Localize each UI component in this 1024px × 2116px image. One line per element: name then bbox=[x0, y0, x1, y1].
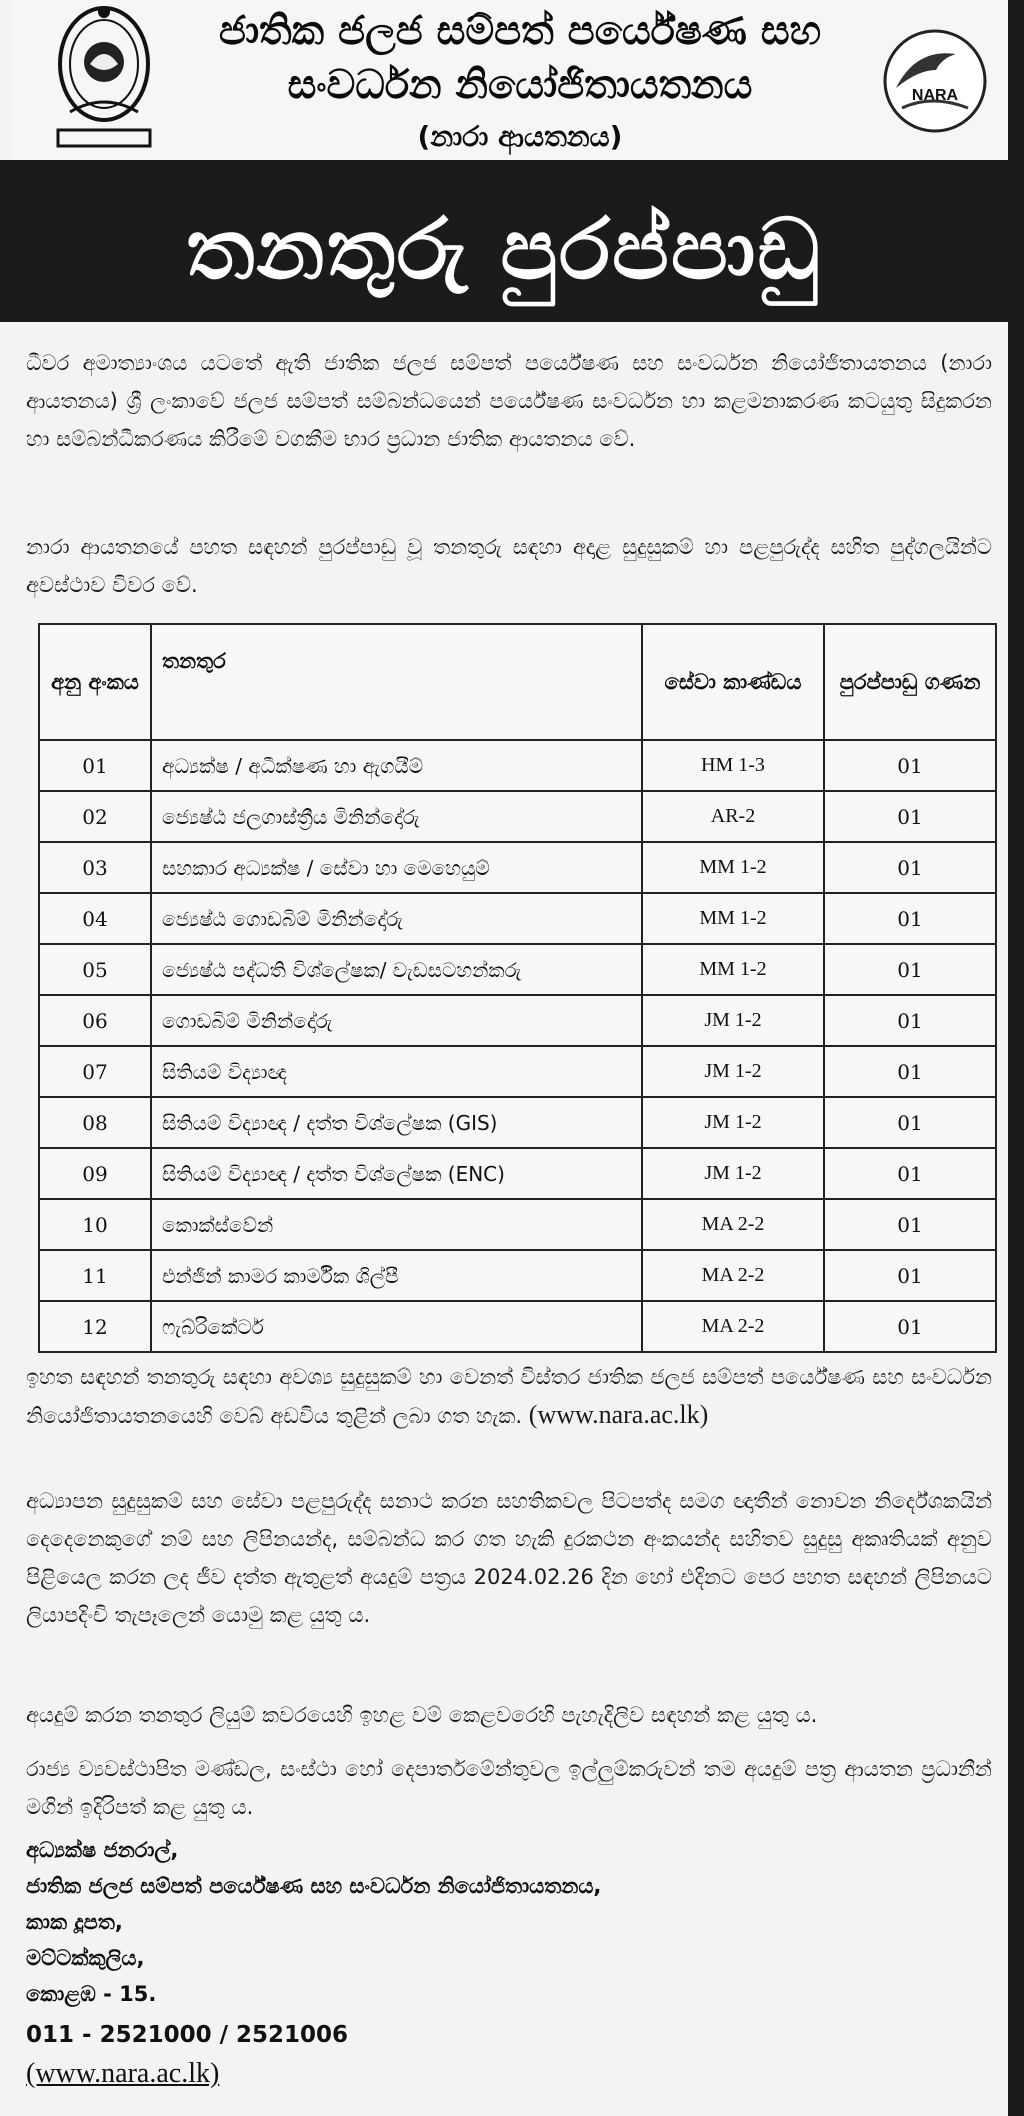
details-website-link[interactable]: (www.nara.ac.lk) bbox=[528, 1400, 709, 1429]
table-row bbox=[39, 1199, 996, 1250]
table-row bbox=[39, 995, 996, 1046]
table-row bbox=[39, 1148, 996, 1199]
row-serial-no: 08 bbox=[39, 1097, 151, 1148]
government-applicants-paragraph: රාජ්‍ය ව්‍යවස්ථාපිත මණ්ඩල, සංස්ථා හෝ දෙපාර්තමේන්තුවල ඉල්ලුම්කරුවන් තම අයදුම් පත්‍ර ආයතන ප්‍රධානීන් මගින් ඉදිරිපත් කළ යුතු ය. bbox=[26, 1757, 992, 1819]
header bbox=[10, 0, 1008, 160]
row-position: සහකාර අධ්‍යක්ෂ / සේවා හා මෙහෙයුම් bbox=[151, 842, 642, 893]
intro-paragraph: ධීවර අමාත්‍යාංශය යටතේ ඇති ජාතික ජලජ සම්පත් පර්යේෂණ සහ සංවර්ධන නියෝජිතායතනය (නාරා ආයතනය) ශ්‍රී ලංකාවේ ජලජ සම්පත් සම්බන්ධයෙන් පර්යේෂණ සංවර්ධන හා කළමනාකරණ කටයුතු සිදුකරන හා සම්බන්ධීකරණය කිරීමේ වගකීම භාර ප්‍රධාන ජාතික ආයතනය වේ. bbox=[26, 351, 992, 451]
table-row bbox=[39, 740, 996, 791]
row-service-category: JM 1-2 bbox=[642, 1097, 824, 1148]
header-position: තනතුර bbox=[151, 624, 642, 740]
table-row bbox=[39, 1046, 996, 1097]
table-row bbox=[39, 1097, 996, 1148]
row-vacancy-count: 01 bbox=[824, 842, 996, 893]
address-line-2: ජාතික ජලජ සම්පත් පර්යේෂණ සහ සංවර්ධන නියෝජිතායතනය, bbox=[26, 1874, 602, 1898]
table-row bbox=[39, 1301, 996, 1352]
row-vacancy-count: 01 bbox=[824, 1097, 996, 1148]
row-position: ගොඩබිම් මිනින්දෝරු bbox=[151, 995, 642, 1046]
row-position: සිතියම් විද්‍යාඥ / දත්ත විශ්ලේෂක (ENC) bbox=[151, 1148, 642, 1199]
details-text: ඉහත සඳහන් තනතුරු සඳහා අවශ්‍ය සුදුසුකම් හා වෙනත් විස්තර ජාතික ජලජ සම්පත් පර්යේෂණ සහ සංවර්ධන නියෝජිතායතනයෙහි වෙබ් අඩවිය තුළින් ලබා ගත හැක. bbox=[26, 1365, 992, 1428]
row-service-category: JM 1-2 bbox=[642, 1046, 824, 1097]
page-edge bbox=[1008, 0, 1024, 2116]
row-serial-no: 06 bbox=[39, 995, 151, 1046]
row-position: ෆැබ්රිකේටර් bbox=[151, 1301, 642, 1352]
row-vacancy-count: 01 bbox=[824, 1148, 996, 1199]
address-line-3: කාක දූපත, bbox=[26, 1910, 123, 1934]
row-position: එන්ජින් කාමර කාර්මික ශිල්පී bbox=[151, 1250, 642, 1301]
row-service-category: MA 2-2 bbox=[642, 1250, 824, 1301]
row-serial-no: 02 bbox=[39, 791, 151, 842]
row-service-category: JM 1-2 bbox=[642, 1148, 824, 1199]
institution-name-line2: සංවර්ධන නියෝජිතායතනය bbox=[287, 62, 753, 108]
row-position: කොක්ස්වේන් bbox=[151, 1199, 642, 1250]
row-position: ජ්‍යෙෂ්ඨ ජලගාස්ත්‍රීය මිනින්දෝරු bbox=[151, 791, 642, 842]
header-service-category: සේවා කාණ්ඩය bbox=[642, 624, 824, 740]
address-line-1: අධ්‍යක්ෂ ජනරාල්, bbox=[26, 1838, 179, 1862]
institution-name-line1: ජාතික ජලජ සම්පත් පර්යේෂණ සහ bbox=[218, 8, 822, 54]
row-position: ජ්‍යෙෂ්ඨ ගොඩබිම් මිනින්දෝරු bbox=[151, 893, 642, 944]
institution-short-name: (නාරා ආයතනය) bbox=[417, 120, 623, 153]
header-vacancy-count: පුරප්පාඩු ගණන bbox=[824, 624, 996, 740]
row-position: සිතියම් විද්‍යාඥ bbox=[151, 1046, 642, 1097]
row-position: ජ්‍යෙෂ්ඨ පද්ධති විශ්ලේෂක/ වැඩසටහන්කරු bbox=[151, 944, 642, 995]
details-paragraph bbox=[26, 1358, 992, 1435]
nara-logo-icon bbox=[882, 28, 988, 134]
table-row bbox=[39, 893, 996, 944]
row-service-category: MA 2-2 bbox=[642, 1301, 824, 1352]
row-serial-no: 05 bbox=[39, 944, 151, 995]
advert-title: තනතුරු පුරප්පාඩු bbox=[186, 200, 822, 298]
table-row bbox=[39, 1250, 996, 1301]
row-vacancy-count: 01 bbox=[824, 995, 996, 1046]
address-line-4: මට්ටක්කුලිය, bbox=[26, 1946, 145, 1970]
row-vacancy-count: 01 bbox=[824, 1046, 996, 1097]
row-service-category: MM 1-2 bbox=[642, 893, 824, 944]
postal-address bbox=[26, 1832, 986, 2012]
row-vacancy-count: 01 bbox=[824, 791, 996, 842]
contact-phone: 011 - 2521000 / 2521006 bbox=[26, 2022, 349, 2048]
row-vacancy-count: 01 bbox=[824, 1250, 996, 1301]
website-link[interactable]: (www.nara.ac.lk) bbox=[26, 2058, 220, 2089]
row-vacancy-count: 01 bbox=[824, 893, 996, 944]
row-position: සිතියම් විද්‍යාඥ / දත්ත විශ්ලේෂක (GIS) bbox=[151, 1097, 642, 1148]
row-service-category: AR-2 bbox=[642, 791, 824, 842]
table-row bbox=[39, 791, 996, 842]
row-service-category: JM 1-2 bbox=[642, 995, 824, 1046]
row-service-category: MM 1-2 bbox=[642, 944, 824, 995]
row-service-category: MA 2-2 bbox=[642, 1199, 824, 1250]
row-vacancy-count: 01 bbox=[824, 944, 996, 995]
application-instructions-paragraph: අධ්‍යාපන සුදුසුකම් සහ සේවා පළපුරුද්ද සනාථ කරන සහතිකවල පිටපත්ද සමග ඥාතීන් නොවන නිර්දේශකයින් දෙදෙනෙකුගේ නම් සහ ලිපිනයන්ද, සම්බන්ධ කර ගත හැකි දුරකථන අංකයන්ද සහිතව සුදුසු අකෘතියක් අනුව පිළියෙල කරන ලද ජීව දත්ත ඇතුළත් අයදුම් පත්‍රය 2024.02.26 දින හෝ එදිනට පෙර පහත සඳහන් ලිපිනයට ලියාපදිංචි තැපෑලෙන් යොමු කළ යුතු ය. bbox=[26, 1489, 992, 1627]
nara-logo-text: NARA bbox=[911, 87, 959, 104]
row-serial-no: 09 bbox=[39, 1148, 151, 1199]
row-vacancy-count: 01 bbox=[824, 740, 996, 791]
row-serial-no: 04 bbox=[39, 893, 151, 944]
envelope-instructions-paragraph: අයදුම් කරන තනතුර ලියුම් කවරයෙහි ඉහළ වම් කෙළවරෙහි පැහැදිලිව සඳහන් කළ යුතු ය. bbox=[26, 1703, 818, 1727]
title-banner bbox=[0, 160, 1008, 322]
row-serial-no: 10 bbox=[39, 1199, 151, 1250]
row-serial-no: 12 bbox=[39, 1301, 151, 1352]
row-vacancy-count: 01 bbox=[824, 1199, 996, 1250]
table-row bbox=[39, 842, 996, 893]
header-serial-no: අනු අංකය bbox=[39, 624, 151, 740]
vacancy-table bbox=[38, 623, 997, 1353]
row-vacancy-count: 01 bbox=[824, 1301, 996, 1352]
row-service-category: MM 1-2 bbox=[642, 842, 824, 893]
row-service-category: HM 1-3 bbox=[642, 740, 824, 791]
table-header-row bbox=[39, 624, 996, 740]
row-serial-no: 01 bbox=[39, 740, 151, 791]
row-position: අධ්‍යක්ෂ / අධීක්ෂණ හා ඇගයීම් bbox=[151, 740, 642, 791]
address-line-5: කොළඹ - 15. bbox=[26, 1982, 157, 2006]
row-serial-no: 11 bbox=[39, 1250, 151, 1301]
vacancy-intro-paragraph: නාරා ආයතනයේ පහත සඳහන් පුරප්පාඩු වූ තනතුරු සඳහා අදාළ සුදුසුකම් හා පළපුරුද්ද සහිත පුද්ගලයින්ට අවස්ථාව විවර වේ. bbox=[26, 535, 992, 597]
sri-lanka-emblem-icon bbox=[50, 2, 158, 152]
row-serial-no: 07 bbox=[39, 1046, 151, 1097]
row-serial-no: 03 bbox=[39, 842, 151, 893]
table-row bbox=[39, 944, 996, 995]
